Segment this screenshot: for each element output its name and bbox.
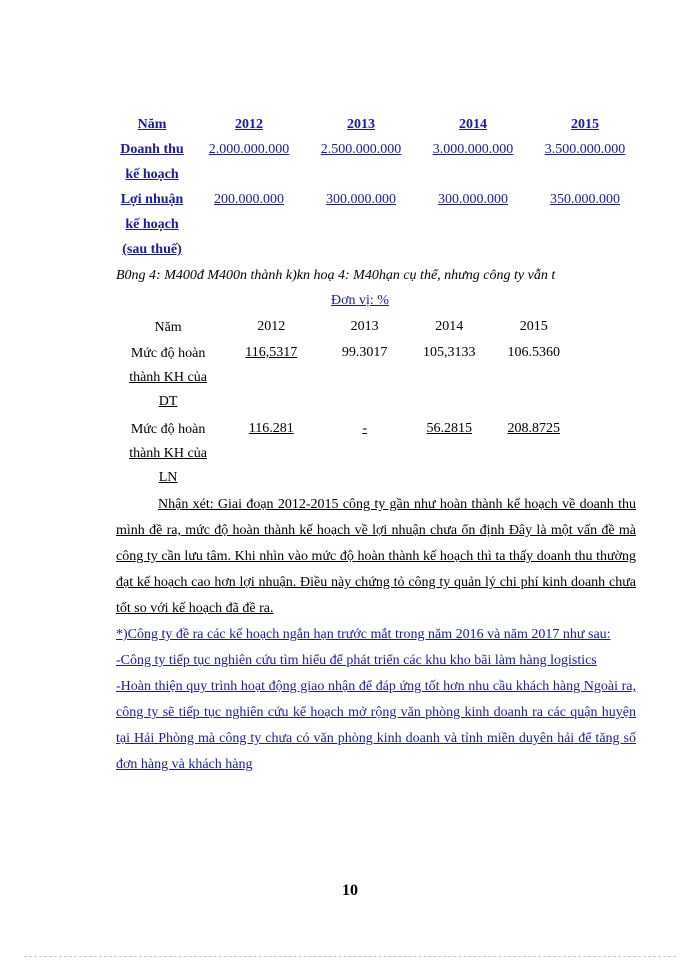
page-separator [24,956,676,957]
plan-item: -Hoàn thiện quy trình hoạt động giao nhận để đáp ứng tốt hơn nhu cầu khách hàng Ngoài ra, công ty sẽ tiếp tục nghiên cứu kế hoạch mở rộng văn phòng kinh doanh ra các quận huyện tại Hải Phòng mà công ty chưa có văn phòng kinh doanh và tỉnh miền duyên hải để tăng số đơn hàng và khách hàng [116,679,636,772]
header-2013: 2013 [350,319,379,334]
row-label [111,137,193,187]
plan-item: -Công ty tiếp tục nghiên cứu tìm hiểu để phát triển các khu kho bãi làm hàng logistics [116,653,597,668]
header-2015: 2015 [519,319,548,334]
cell-2012: 116,5317 [245,345,298,360]
unit-label: Đơn vị: % [331,293,389,308]
cell-2012: 116.281 [248,421,294,436]
completion-table-header [116,316,576,342]
label-line: Mức độ hoàn [130,422,206,437]
plan-table [111,112,641,262]
cell-2013: 300.000.000 [326,192,396,207]
completion-row-revenue [116,342,576,418]
header-2015: 2015 [571,117,599,132]
table-caption: B0ng 4: M400đ M400n thành k)kn hoạ 4: M40hạn cụ thể, nhưng công ty vẫn t [116,268,556,283]
plans-intro: *)Công ty đề ra các kế hoạch ngắn hạn trước mắt trong năm 2016 và năm 2017 như sau: [116,627,611,642]
header-2012: 2012 [235,117,263,132]
header-2012: 2012 [257,319,286,334]
header-2014: 2014 [459,117,487,132]
cell-2012: 200.000.000 [214,192,284,207]
label-line: thành KH của [129,370,207,385]
plan-row-profit [111,187,641,262]
label-line: Doanh thu [120,142,184,157]
label-line: kế hoạch [125,217,179,232]
label-line: Lợi nhuận [120,192,184,207]
plans-section [116,622,636,778]
cell-2014: 3.000.000.000 [432,142,514,157]
cell-2014: 105,3133 [422,345,476,360]
label-line: kế hoạch [125,167,179,182]
cell-2013: 2.500.000.000 [320,142,402,157]
label-line: DT [158,394,178,409]
plan-table-header [111,112,641,137]
plan-row-revenue [111,137,641,187]
label-line: LN [158,470,178,485]
header-year: Năm [154,320,182,335]
cell-2015: 350.000.000 [550,192,620,207]
row-label [116,418,220,490]
cell-2015: 208.8725 [507,421,560,436]
row-label [116,342,220,414]
completion-table [116,316,576,494]
remark-text: Nhận xét: Giai đoạn 2012-2015 công ty gần như hoàn thành kế hoạch về doanh thu mình đề ra, mức độ hoàn thành kế hoạch về lợi nhuận chưa ổn định Đây là một vấn đề mà công ty cần lưu tâm. Khi nhìn vào mức độ hoàn thành kế hoạch thì ta thấy doanh thu thường đạt kế hoạch cao hơn lợi nhuận. Điều này chứng tỏ công ty quản lý chi phí kinh doanh chưa tốt so với kế hoạch đã đề ra. [116,497,636,616]
row-label [111,187,193,262]
label-line: (sau thuế) [122,242,182,257]
label-line: thành KH của [129,446,207,461]
cell-2012: 2.000.000.000 [208,142,290,157]
label-line: Mức độ hoàn [130,346,206,361]
header-2013: 2013 [347,117,375,132]
cell-2015: 3.500.000.000 [544,142,626,157]
completion-row-profit [116,418,576,494]
cell-2015: 106.5360 [507,345,560,360]
page-number: 10 [342,882,358,899]
cell-2014: 300.000.000 [438,192,508,207]
cell-2013: - [362,421,367,436]
header-year: Năm [137,117,167,132]
remark-paragraph [116,492,636,622]
cell-2014: 56.2815 [426,421,472,436]
cell-2013: 99.3017 [341,345,388,360]
header-2014: 2014 [435,319,464,334]
